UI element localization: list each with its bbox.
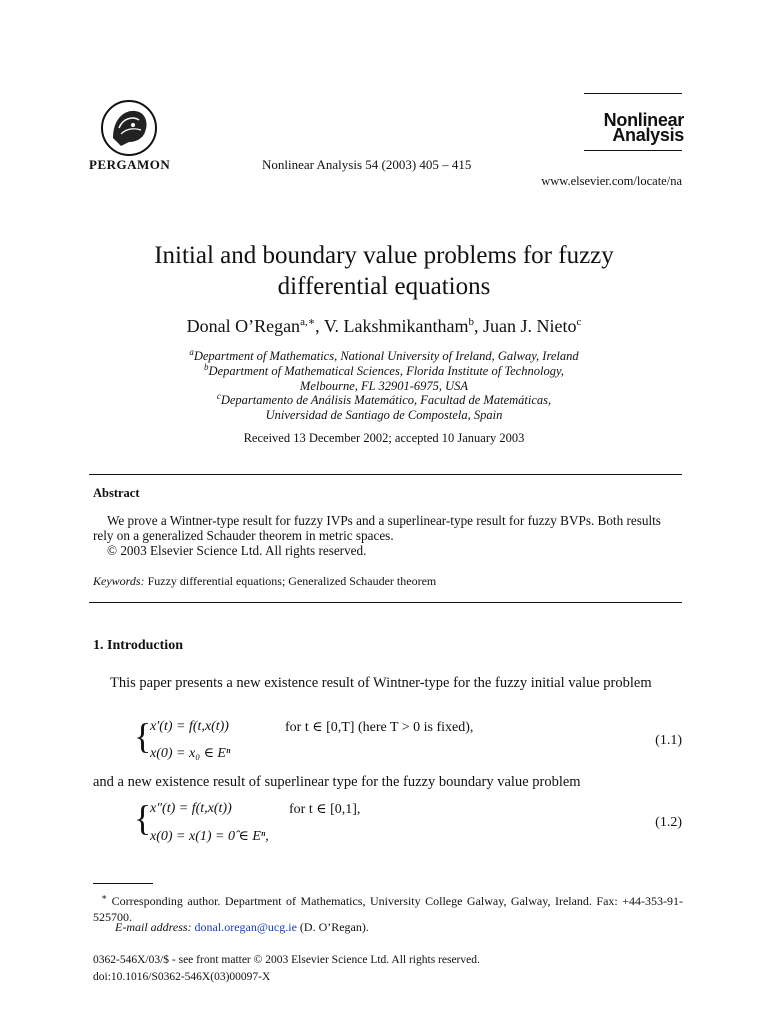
footnote-text: Corresponding author. Department of Mathematics, University College Galway, Galway, Ireland. Fax: +44-353-91-525700. bbox=[93, 894, 683, 924]
author-list: Donal O’Regan$^{a,∗}$, V. Lakshmikantham$^b$, Juan J. Nieto$^c$ bbox=[186, 316, 582, 336]
journal-logo-rule-bottom bbox=[584, 150, 682, 151]
title-line-2: differential equations bbox=[277, 273, 491, 300]
title-line-1: Initial and boundary value problems for fuzzy bbox=[154, 242, 614, 269]
keywords-text: Fuzzy differential equations; Generalized Schauder theorem bbox=[147, 574, 437, 588]
equation-brace: { bbox=[134, 716, 152, 756]
abstract-text: We prove a Wintner-type result for fuzzy IVPs and a superlinear-type result for fuzzy BVPs. Both results rely on a generalized Schauder theorem in metric spaces. bbox=[93, 513, 661, 543]
footnote-mark: ∗ bbox=[101, 892, 108, 902]
author-name: Juan J. Nieto bbox=[483, 316, 577, 336]
keywords bbox=[93, 574, 436, 589]
equation-1-1-condition: for t ∈ [0,T] (here T > 0 is fixed), bbox=[285, 720, 474, 735]
author-name: V. Lakshmikantham bbox=[323, 316, 469, 336]
pergamon-logo-icon bbox=[99, 98, 159, 158]
affiliation-text: Department of Mathematics, National University of Ireland, Galway, Ireland bbox=[193, 349, 579, 364]
intro-paragraph: and a new existence result of superlinear type for the fuzzy boundary value problem bbox=[93, 774, 581, 790]
email-label: E-mail address: bbox=[115, 920, 192, 934]
publisher-name: PERGAMON bbox=[89, 157, 171, 172]
abstract-heading: Abstract bbox=[93, 486, 140, 500]
affiliation-mark: c bbox=[216, 391, 221, 401]
intro-paragraph: This paper presents a new existence result of Wintner-type for the fuzzy initial value problem bbox=[110, 675, 652, 691]
journal-logo-line1: Nonlinear bbox=[603, 110, 684, 130]
front-matter-line: 0362-546X/03/$ - see front matter © 2003 Elsevier Science Ltd. All rights reserved. bbox=[93, 954, 480, 966]
journal-citation: Nonlinear Analysis 54 (2003) 405 – 415 bbox=[262, 157, 472, 172]
received-dates: Received 13 December 2002; accepted 10 January 2003 bbox=[243, 431, 525, 445]
doi: doi:10.1016/S0362-546X(03)00097-X bbox=[93, 971, 271, 983]
affiliation-text: Departamento de Análisis Matemático, Facultad de Matemáticas, bbox=[220, 393, 552, 408]
journal-logo-line2: Analysis bbox=[612, 125, 684, 145]
equation-1-2-line-1: x″(t) = f(t,x(t)) bbox=[150, 801, 232, 816]
affiliation-c bbox=[40, 389, 728, 422]
abstract-rule-bottom bbox=[89, 602, 682, 603]
affiliation-text: Melbourne, FL 32901-6975, USA bbox=[299, 378, 469, 393]
paper-title bbox=[40, 240, 728, 302]
author-affiliation-mark: b bbox=[468, 316, 475, 328]
footnote-rule bbox=[93, 883, 153, 884]
journal-logo bbox=[584, 110, 684, 145]
email-suffix: (D. O’Regan). bbox=[299, 920, 369, 934]
affiliation-mark: a bbox=[189, 347, 194, 357]
section-heading: 1. Introduction bbox=[93, 638, 183, 653]
author-affiliation-mark: a,∗ bbox=[300, 316, 316, 328]
author-affiliation-mark: c bbox=[576, 316, 582, 328]
email-line bbox=[115, 920, 369, 935]
equation-1-2-condition: for t ∈ [0,1], bbox=[289, 802, 361, 817]
affiliation-mark: b bbox=[204, 362, 209, 372]
author-name: Donal O’Regan bbox=[186, 316, 301, 336]
affiliation-text: Department of Mathematical Sciences, Florida Institute of Technology, bbox=[208, 364, 564, 379]
equation-number: (1.2) bbox=[655, 815, 682, 830]
journal-url[interactable]: www.elsevier.com/locate/na bbox=[541, 174, 682, 188]
email-link[interactable]: donal.oregan@ucg.ie bbox=[194, 920, 297, 934]
equation-1-2-line-2: x(0) = x(1) = 0̂ ∈ Eⁿ, bbox=[150, 829, 269, 844]
affiliation-text: Universidad de Santiago de Compostela, Spain bbox=[265, 407, 503, 422]
equation-brace: { bbox=[134, 798, 152, 838]
equation-1-1-line-2: x(0) = x₀ ∈ Eⁿ bbox=[150, 746, 231, 761]
keywords-label: Keywords: bbox=[93, 574, 145, 588]
abstract-copyright: © 2003 Elsevier Science Ltd. All rights reserved. bbox=[107, 543, 367, 558]
equation-1-1-line-1: x′(t) = f(t,x(t)) bbox=[150, 719, 229, 734]
journal-logo-rule-top bbox=[584, 93, 682, 94]
equation-number: (1.1) bbox=[655, 733, 682, 748]
abstract-rule-top bbox=[89, 474, 682, 475]
